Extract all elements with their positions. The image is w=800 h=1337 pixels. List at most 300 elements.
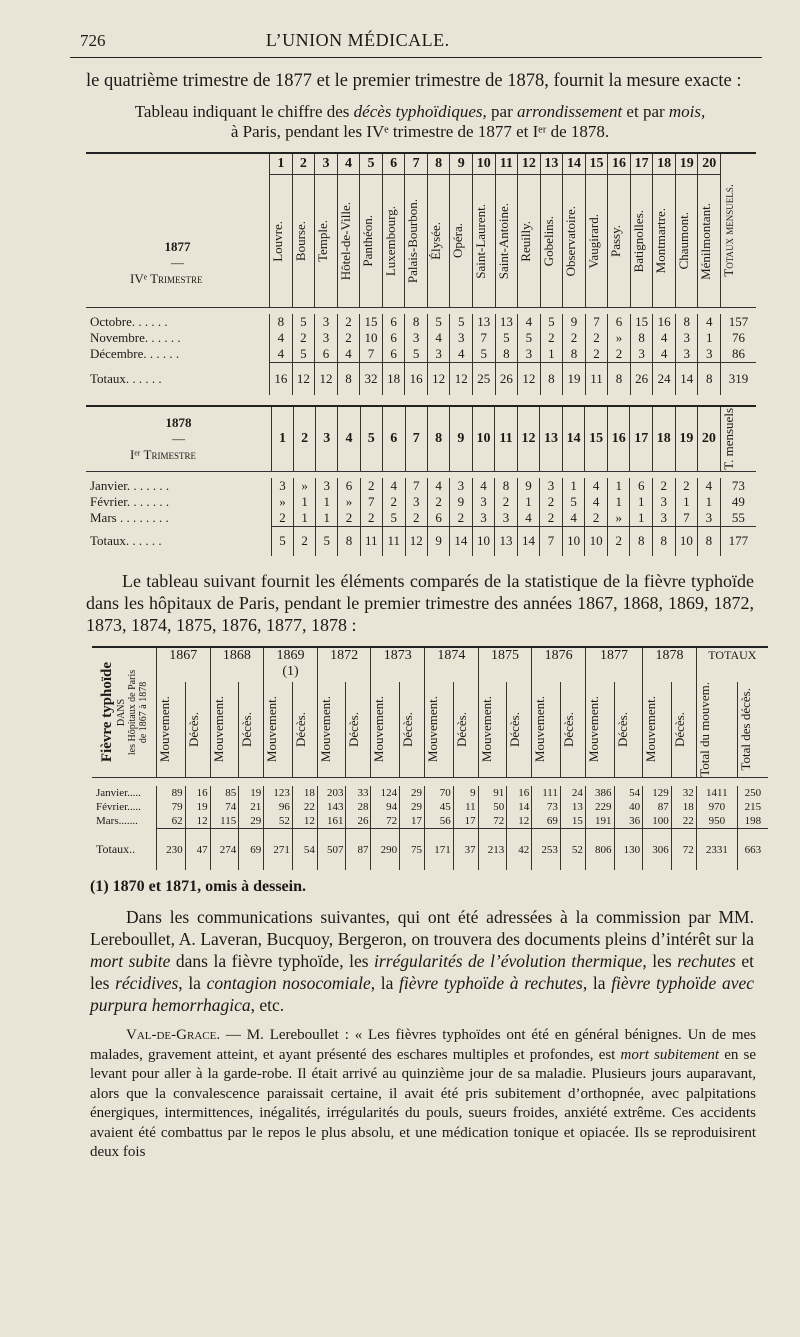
district-name: [653, 175, 676, 308]
district-name: [315, 175, 338, 308]
total-value: 8: [698, 363, 721, 395]
cell-value: 2: [675, 478, 698, 494]
cell-value: 2: [563, 330, 586, 346]
district-number: 6: [383, 406, 405, 472]
totaux-header: TOTAUX: [696, 647, 768, 682]
district-number: 20: [698, 406, 721, 472]
cell-value: 2: [337, 314, 360, 330]
text-run: , la: [582, 973, 612, 994]
district-number: 17: [630, 153, 653, 175]
total-value: 12: [315, 363, 338, 395]
total-value: 12: [450, 363, 473, 395]
total-value: 12: [292, 363, 315, 395]
total-value: 9: [428, 526, 450, 556]
cell-value: 2: [428, 494, 450, 510]
total-value: 10: [562, 526, 585, 556]
cell-value: 8: [405, 314, 428, 330]
text-run: dans la fièvre typhoïde, les: [170, 951, 375, 972]
totals-row: [92, 828, 768, 870]
cell-value: 3: [653, 494, 676, 510]
cell-value: 13: [473, 314, 496, 330]
year-header: [478, 647, 532, 682]
cell-value: 6: [338, 478, 360, 494]
italic-run: fièvre typhoïde à rechutes: [399, 973, 583, 994]
cell-value: 4: [585, 478, 608, 494]
cell-value: 1: [607, 478, 630, 494]
year-header: [157, 647, 211, 682]
deces-header: [239, 682, 264, 777]
cell-value: 2: [405, 510, 428, 527]
year-label: 1878: [655, 648, 684, 663]
caption-text: et par: [622, 102, 669, 121]
total-value: 47: [185, 828, 210, 870]
totals-row: [86, 363, 756, 395]
cell-value: 5: [540, 314, 563, 330]
mouvement-header: [317, 682, 346, 777]
header-row-subcols: [92, 682, 768, 777]
total-value: 306: [643, 828, 672, 870]
cell-value: 87: [643, 800, 672, 814]
mouvement-label: Mouvement.: [157, 696, 172, 763]
total-value: 130: [614, 828, 643, 870]
italic-run: récidives: [115, 973, 179, 994]
cell-value: 36: [614, 814, 643, 829]
district-number: 3: [315, 153, 338, 175]
cell-value: 1: [316, 494, 338, 510]
cell-value: 89: [157, 786, 186, 800]
cell-value: 3: [495, 510, 518, 527]
total-value: 171: [425, 828, 454, 870]
mouvement-header: [643, 682, 672, 777]
row-total: 55: [720, 510, 756, 527]
total-value: 42: [507, 828, 532, 870]
cell-value: 4: [472, 478, 495, 494]
total-value: 11: [383, 526, 405, 556]
deces-label: Décès.: [292, 711, 308, 747]
cell-value: 13: [560, 800, 585, 814]
district-number: 8: [428, 406, 450, 472]
district-name: [540, 175, 563, 308]
district-name-label: Opéra.: [450, 223, 466, 259]
district-number: 12: [518, 153, 541, 175]
district-number: 15: [585, 406, 608, 472]
district-name: [698, 175, 721, 308]
mouvement-label: Mouvement.: [210, 696, 226, 763]
deces-label: Décès.: [239, 711, 255, 747]
table-row: [92, 814, 768, 829]
deces-label: Décès.: [453, 711, 469, 747]
cell-value: 14: [507, 800, 532, 814]
cell-value: 8: [630, 330, 653, 346]
trimestre-label: IVᵉ Trimestre: [130, 271, 203, 286]
cell-value: 4: [585, 494, 608, 510]
mouvement-header: [371, 682, 400, 777]
cell-value: 6: [428, 510, 450, 527]
district-number: 18: [653, 153, 676, 175]
total-header: [720, 406, 756, 472]
mouvement-label: Mouvement.: [371, 696, 387, 763]
cell-value: 1: [562, 478, 585, 494]
table-row: [92, 800, 768, 814]
district-number: 5: [360, 153, 383, 175]
caption-italic: arrondissement: [517, 102, 623, 121]
total-value: 19: [563, 363, 586, 395]
cell-value: »: [294, 478, 316, 494]
cell-value: 4: [653, 330, 676, 346]
district-name-label: Reuilly.: [518, 220, 534, 262]
month-label: Février.....: [96, 800, 141, 813]
district-number: 19: [675, 406, 698, 472]
deces-label: Décès.: [400, 711, 416, 747]
deces-header: [400, 682, 425, 777]
total-value: 2: [294, 526, 316, 556]
row-total-mouv: 970: [696, 800, 737, 814]
italic-run: mort subitement: [620, 1046, 720, 1063]
district-number: 14: [562, 406, 585, 472]
cell-value: 229: [585, 800, 614, 814]
mouvement-label: Mouvement.: [532, 696, 548, 763]
cell-value: 2: [540, 494, 563, 510]
table-1877: [86, 152, 756, 395]
text-run: , les: [642, 951, 678, 972]
total-value: 12: [427, 363, 450, 395]
district-name-label: Passy.: [608, 224, 624, 258]
total-value: 11: [585, 363, 608, 395]
district-number: 4: [337, 153, 360, 175]
year-label: 1875: [490, 648, 519, 663]
row-total-mouv: 950: [696, 814, 737, 829]
deces-header: [614, 682, 643, 777]
total-value: 26: [495, 363, 518, 395]
cell-value: 3: [316, 478, 338, 494]
side-sub3: de 1867 à 1878: [138, 681, 149, 744]
cell-value: 9: [450, 494, 473, 510]
total-value: 5: [316, 526, 338, 556]
total-value: 8: [338, 526, 360, 556]
year-header: [643, 647, 697, 682]
caption-italic: mois,: [668, 102, 706, 121]
cell-value: 4: [270, 346, 293, 363]
cell-value: 6: [630, 478, 653, 494]
cell-value: 7: [405, 478, 428, 494]
district-number: 7: [405, 153, 428, 175]
year-header: [425, 647, 479, 682]
total-value: 26: [630, 363, 653, 395]
cell-value: 2: [540, 510, 563, 527]
district-name: [292, 175, 315, 308]
cell-value: 9: [563, 314, 586, 330]
deces-header: [292, 682, 317, 777]
table-row: [92, 786, 768, 800]
cell-value: 94: [371, 800, 400, 814]
deces-header: [346, 682, 371, 777]
district-name-label: Batignolles.: [630, 209, 646, 273]
deces-label: Décès.: [185, 711, 201, 747]
cell-value: 3: [427, 346, 450, 363]
cell-value: 8: [270, 314, 293, 330]
cell-value: 6: [382, 314, 405, 330]
cell-value: 10: [360, 330, 383, 346]
page: [20, 30, 780, 1337]
year-header: [264, 647, 318, 682]
footnote: (1) 1870 et 1871, omis à dessein.: [90, 878, 306, 896]
cell-value: 13: [495, 314, 518, 330]
header-row: [86, 406, 756, 472]
italic-run: fièvre typhoïde avec purpura hemorrhagica: [90, 973, 754, 1016]
cell-value: 9: [517, 478, 540, 494]
total-value: 8: [337, 363, 360, 395]
year-label: 1878: [165, 414, 192, 430]
cell-value: 16: [653, 314, 676, 330]
year-label: 1872: [330, 648, 359, 663]
total-header-label: T. mensuels: [720, 407, 736, 470]
cell-value: 28: [346, 800, 371, 814]
deces-label: Décès.: [614, 711, 630, 747]
cell-value: 33: [346, 786, 371, 800]
total-value: 11: [360, 526, 382, 556]
month-label: Octobre. . . . . .: [90, 314, 168, 329]
cell-value: 7: [675, 510, 698, 527]
dash: —: [171, 430, 185, 446]
year-header: [532, 647, 586, 682]
cell-value: 123: [264, 786, 293, 800]
total-header: [721, 153, 756, 308]
cell-value: 6: [382, 346, 405, 363]
cell-value: 73: [532, 800, 561, 814]
cell-value: 6: [315, 346, 338, 363]
paragraph-val-de-grace: [90, 1026, 756, 1163]
district-name: [495, 175, 518, 308]
cell-value: 3: [540, 478, 563, 494]
month-label: Mars . . . . . . . .: [90, 509, 169, 525]
cell-value: 5: [518, 330, 541, 346]
cell-value: 3: [675, 346, 698, 363]
district-number: 12: [517, 406, 540, 472]
cell-value: 7: [585, 314, 608, 330]
cell-value: 2: [271, 510, 293, 527]
total-value: 10: [585, 526, 608, 556]
table-row: [86, 510, 756, 527]
cell-value: 5: [562, 494, 585, 510]
cell-value: 3: [698, 510, 721, 527]
cell-value: 161: [317, 814, 346, 829]
total-value: 16: [405, 363, 428, 395]
district-name: [450, 175, 473, 308]
district-number: 19: [675, 153, 698, 175]
italic-run: rechutes: [677, 951, 736, 972]
cell-value: 15: [630, 314, 653, 330]
month-label: Janvier.....: [96, 786, 141, 799]
district-number: 15: [585, 153, 608, 175]
district-name: [608, 175, 631, 308]
cell-value: 26: [346, 814, 371, 829]
cell-value: 19: [239, 786, 264, 800]
table-row: [86, 494, 756, 510]
total-value: 14: [517, 526, 540, 556]
deces-header: [671, 682, 696, 777]
district-name-label: Hôtel-de-Ville.: [337, 201, 353, 281]
district-number: 10: [472, 406, 495, 472]
total-value: 87: [346, 828, 371, 870]
cell-value: 3: [518, 346, 541, 363]
cell-value: 191: [585, 814, 614, 829]
cell-value: 3: [405, 330, 428, 346]
total-value: 24: [653, 363, 676, 395]
cell-value: 2: [383, 494, 405, 510]
total-value: 16: [270, 363, 293, 395]
cell-value: 2: [495, 494, 518, 510]
district-number: 18: [653, 406, 676, 472]
cell-value: 5: [427, 314, 450, 330]
italic-run: contagion nosocomiale: [206, 973, 371, 994]
total-value: 72: [671, 828, 696, 870]
cell-value: 2: [585, 330, 608, 346]
year-label: 1877: [164, 239, 191, 254]
text-run: Dans les communications suivantes, qui ont été adressées à la commission par MM. Lereboullet, A. Laveran, Bucquoy, Bergeron, on trouvera des documents pleins d’intérêt sur la: [90, 907, 754, 950]
cell-value: »: [608, 330, 631, 346]
dash: —: [171, 255, 185, 270]
header-rule: [70, 57, 762, 58]
cell-value: 45: [425, 800, 454, 814]
cell-value: 1: [540, 346, 563, 363]
district-name-label: Ménilmontant.: [698, 202, 714, 280]
row-total: 49: [720, 494, 756, 510]
row-total-deces: 250: [737, 786, 768, 800]
cell-value: 5: [473, 346, 496, 363]
total-header-label: Totaux mensuels.: [721, 184, 737, 277]
total-mouv-header: [696, 682, 737, 777]
year-label: 1874: [437, 648, 466, 663]
cell-value: 3: [472, 510, 495, 527]
cell-value: 17: [453, 814, 478, 829]
cell-value: »: [271, 494, 293, 510]
district-number: 9: [450, 153, 473, 175]
spacer-row: [92, 777, 768, 786]
deces-label: Décès.: [560, 711, 576, 747]
total-value: 8: [540, 363, 563, 395]
cell-value: 7: [360, 494, 382, 510]
italic-run: mort subite: [90, 951, 171, 972]
district-name: [405, 175, 428, 308]
cell-value: 6: [608, 314, 631, 330]
total-value: 8: [608, 363, 631, 395]
caption-text: Tableau indiquant le chiffre des: [134, 102, 354, 121]
side-title-cell: [92, 647, 157, 777]
district-name-label: Bourse.: [292, 220, 308, 262]
district-name-label: Chaumont.: [675, 212, 691, 270]
cell-value: »: [338, 494, 360, 510]
cell-value: 8: [495, 346, 518, 363]
cell-value: 8: [563, 346, 586, 363]
cell-value: 32: [671, 786, 696, 800]
cell-value: 4: [450, 346, 473, 363]
cell-value: 1: [517, 494, 540, 510]
year-header: [585, 647, 642, 682]
mouvement-header: [532, 682, 561, 777]
district-number: 16: [608, 153, 631, 175]
district-name: [630, 175, 653, 308]
district-name: [518, 175, 541, 308]
cell-value: 3: [450, 330, 473, 346]
totals-row: [86, 526, 756, 556]
district-number: 2: [292, 153, 315, 175]
month-label: Février. . . . . . .: [90, 493, 170, 509]
cell-value: 12: [292, 814, 317, 829]
mouvement-label: Mouvement.: [643, 696, 659, 763]
cell-value: 1: [607, 494, 630, 510]
row-total: 86: [721, 346, 756, 363]
district-name-label: Luxembourg.: [382, 205, 398, 277]
year-label: 1877: [600, 648, 629, 663]
header-row-numbers: [86, 153, 756, 175]
page-number: 726: [80, 31, 106, 50]
cell-value: 22: [671, 814, 696, 829]
cell-value: 4: [337, 346, 360, 363]
district-name-label: Montmartre.: [653, 208, 669, 274]
month-label: Décembre. . . . . .: [90, 346, 180, 362]
cell-value: 50: [478, 800, 507, 814]
district-number: 3: [316, 406, 338, 472]
table-hospitals: [92, 646, 768, 870]
year-label: 1876: [544, 648, 573, 663]
district-name-label: Louvre.: [270, 220, 286, 262]
district-number: 6: [382, 153, 405, 175]
cell-value: 4: [518, 314, 541, 330]
mouvement-label: Mouvement.: [478, 696, 494, 763]
cell-value: 79: [157, 800, 186, 814]
cell-value: 72: [371, 814, 400, 829]
district-number: 1: [271, 406, 293, 472]
cell-value: 52: [264, 814, 293, 829]
cell-value: 69: [532, 814, 561, 829]
cell-value: 4: [562, 510, 585, 527]
total-value: 18: [382, 363, 405, 395]
cell-value: 21: [239, 800, 264, 814]
cell-value: 12: [185, 814, 210, 829]
cell-value: 16: [185, 786, 210, 800]
total-value: 37: [453, 828, 478, 870]
mouvement-header: [210, 682, 239, 777]
row-total: 157: [721, 314, 756, 330]
total-value: 52: [560, 828, 585, 870]
district-number: 1: [270, 153, 293, 175]
cell-value: 2: [450, 510, 473, 527]
district-name: [563, 175, 586, 308]
total-value: 7: [540, 526, 563, 556]
total-value: 274: [210, 828, 239, 870]
cell-value: 6: [382, 330, 405, 346]
cell-value: 2: [585, 510, 608, 527]
grand-total: 177: [720, 526, 756, 556]
totals-label: Totaux..: [96, 841, 136, 856]
trimestre-label: Iᵉʳ Trimestre: [130, 446, 196, 462]
total-value: 69: [239, 828, 264, 870]
cell-value: 4: [428, 478, 450, 494]
total-value: 32: [360, 363, 383, 395]
cell-value: 3: [450, 478, 473, 494]
paragraph-intro: le quatrième trimestre de 1877 et le premier trimestre de 1878, fournit la mesure exacte :: [86, 71, 742, 91]
cell-value: 4: [653, 346, 676, 363]
side-sub1: DANS: [116, 698, 127, 726]
district-number: 8: [427, 153, 450, 175]
cell-value: 3: [315, 314, 338, 330]
cell-value: 15: [360, 314, 383, 330]
cell-value: 5: [405, 346, 428, 363]
total-value: 5: [271, 526, 293, 556]
cell-value: 4: [383, 478, 405, 494]
district-number: 9: [450, 406, 473, 472]
total-value: 8: [698, 526, 721, 556]
